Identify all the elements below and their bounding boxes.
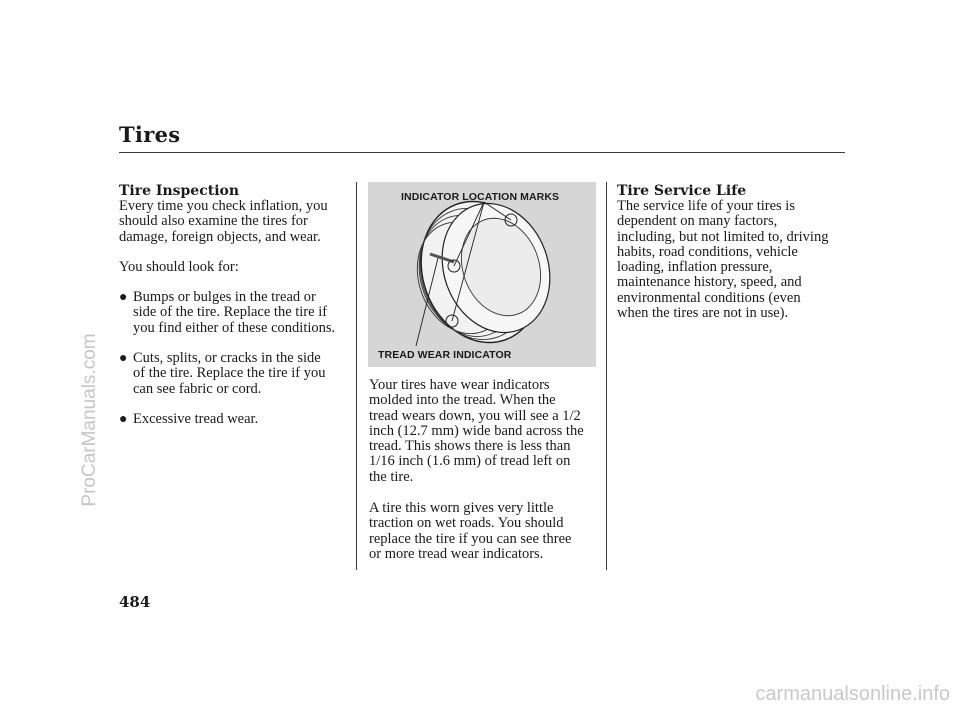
column-divider-left xyxy=(356,182,357,570)
column-divider-right xyxy=(606,182,607,570)
bullet-dot-icon: ● xyxy=(119,411,128,427)
right-column xyxy=(617,183,849,321)
list-item xyxy=(119,412,351,427)
tread-wear-indicator-label: TREAD WEAR INDICATOR xyxy=(378,349,512,361)
tire-inspection-heading: Tire Inspection xyxy=(119,183,240,199)
bullet-text: Cuts, splits, or cracks in the side of the tire. Replace the tire if you can see fabric or cord. xyxy=(133,350,326,397)
list-item xyxy=(119,351,351,397)
left-column xyxy=(119,183,351,427)
worn-tire-paragraph: A tire this worn gives very little traction on wet roads. You should replace the tire if you can see three or more tread wear indicators. xyxy=(369,500,572,562)
inspection-intro: Every time you check inflation, you should also examine the tires for damage, foreign objects, and wear. xyxy=(119,198,328,245)
title-divider xyxy=(119,152,845,153)
list-item xyxy=(119,290,351,336)
bullet-dot-icon: ● xyxy=(119,290,128,306)
middle-column xyxy=(369,378,601,562)
page-number: 484 xyxy=(119,593,151,611)
bullet-dot-icon: ● xyxy=(119,351,128,367)
indicator-location-marks-label: INDICATOR LOCATION MARKS xyxy=(401,191,560,203)
tire-service-life-heading: Tire Service Life xyxy=(617,183,747,199)
service-life-paragraph: The service life of your tires is dependent on many factors, including, but not limited to, driving habits, road conditions, vehicle loading, inflation pressure, maintenance history, speed, and environmental conditions (even when the tires are not in use). xyxy=(617,198,829,322)
wear-indicator-paragraph: Your tires have wear indicators molded into the tread. When the tread wears down, you will see a 1/2 inch (12.7 mm) wide band across the tread. This shows there is less than 1/16 inch (1.6 mm) of tread left on the tire. xyxy=(369,377,584,485)
bottom-watermark: carmanualsonline.info xyxy=(755,683,950,705)
bullet-text: Excessive tread wear. xyxy=(133,410,259,427)
tire-drawing xyxy=(368,182,596,367)
look-for-lead: You should look for: xyxy=(119,258,239,275)
tire-illustration xyxy=(368,182,596,367)
page-title: Tires xyxy=(119,122,181,147)
bullet-text: Bumps or bulges in the tread or side of the tire. Replace the tire if you find either of these conditions. xyxy=(133,289,336,336)
side-watermark: ProCarManuals.com xyxy=(79,333,100,507)
